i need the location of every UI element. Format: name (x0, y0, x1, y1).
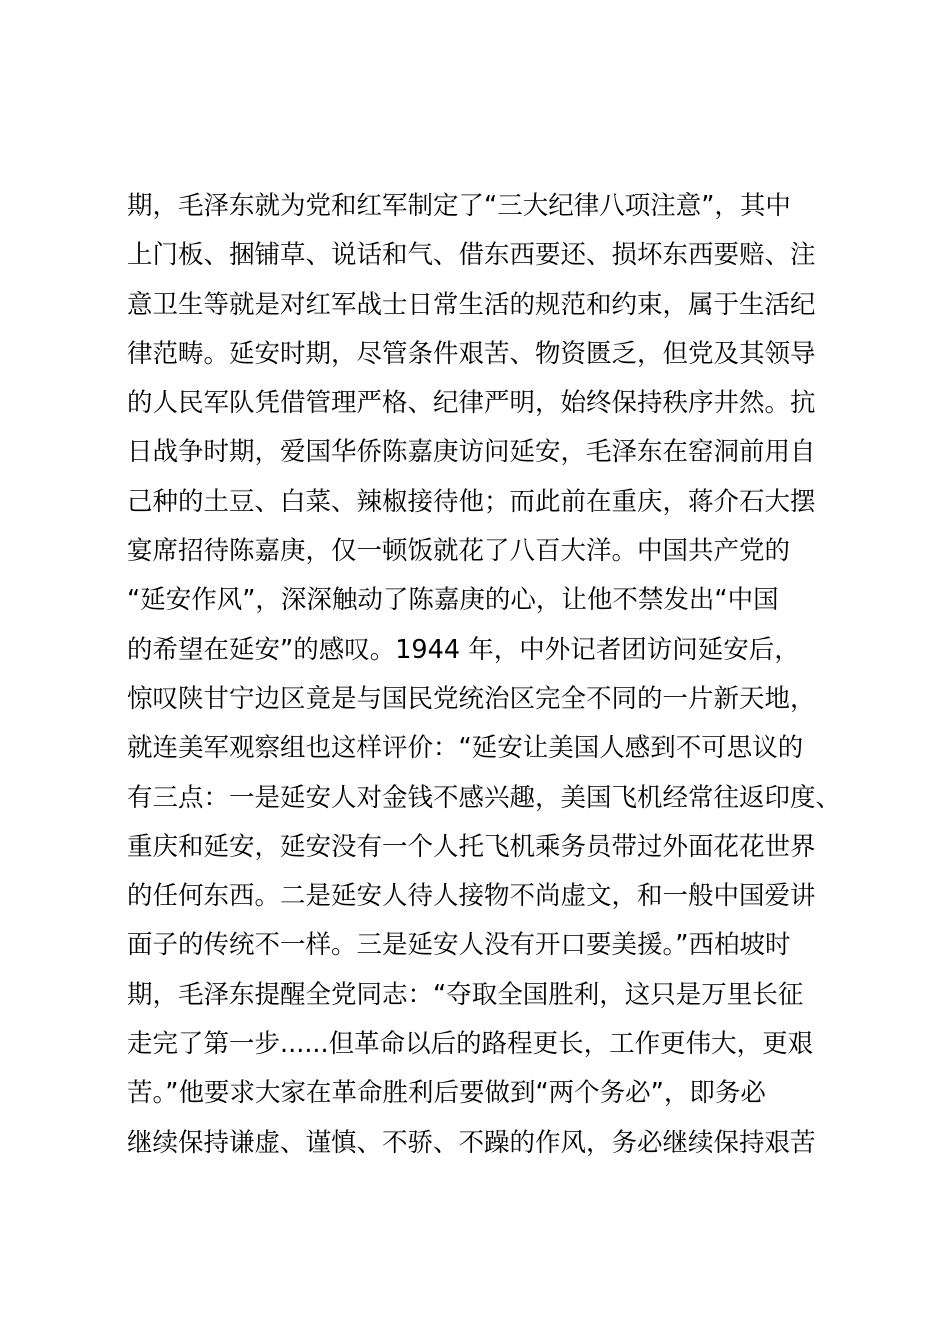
text-line-8: 宴席招待陈嘉庚，仅一顿饭就花了八百大洋。中国共产党的 (127, 536, 791, 567)
text-line-6: 日战争时期，爱国华侨陈嘉庚访问延安，毛泽东在窑洞前用自 (127, 437, 816, 468)
text-line-11: 惊叹陕甘宁边区竟是与国民党统治区完全不同的一片新天地， (127, 683, 816, 714)
text-line-3: 意卫生等就是对红军战士日常生活的规范和约束，属于生活纪 (127, 289, 816, 320)
text-line-17: 期，毛泽东提醒全党同志：“夺取全国胜利，这只是万里长征 (127, 979, 804, 1010)
text-line-4: 律范畴。延安时期，尽管条件艰苦、物资匮乏，但党及其领导 (127, 338, 816, 369)
body-text (127, 182, 847, 1168)
text-line-15: 的任何东西。二是延安人待人接物不尚虚文，和一般中国爱讲 (127, 881, 816, 912)
text-line-13: 有三点：一是延安人对金钱不感兴趣，美国飞机经常往返印度、 (127, 782, 842, 813)
text-line-9: “延安作风”，深深触动了陈嘉庚的心，让他不禁发出“中国 (127, 585, 779, 616)
text-line-2: 上门板、捆铺草、说话和气、借东西要还、损坏东西要赔、注 (127, 240, 816, 271)
text-line-20: 继续保持谦虚、谨慎、不骄、不躁的作风，务必继续保持艰苦 (127, 1127, 816, 1158)
text-line-12: 就连美军观察组也这样评价：“延安让美国人感到不可思议的 (127, 733, 804, 764)
text-line-16: 面子的传统不一样。三是延安人没有开口要美援。”西柏坡时 (127, 930, 791, 961)
text-line-14: 重庆和延安，延安没有一个人托飞机乘务员带过外面花花世界 (127, 831, 816, 862)
text-line-1: 期，毛泽东就为党和红军制定了“三大纪律八项注意”，其中 (127, 191, 791, 221)
text-line-19: 苦。”他要求大家在革命胜利后要做到“两个务必”，即务必 (127, 1078, 766, 1109)
text-line-7: 己种的土豆、白菜、辣椒接待他；而此前在重庆，蒋介石大摆 (127, 486, 816, 517)
text-line-18: 走完了第一步......但革命以后的路程更长，工作更伟大，更艰 (127, 1029, 814, 1060)
text-line-5: 的人民军队凭借管理严格、纪律严明，始终保持秩序井然。抗 (127, 388, 816, 419)
text-line-10: 的希望在延安”的感叹。1944 年，中外记者团访问延安后， (127, 634, 800, 665)
